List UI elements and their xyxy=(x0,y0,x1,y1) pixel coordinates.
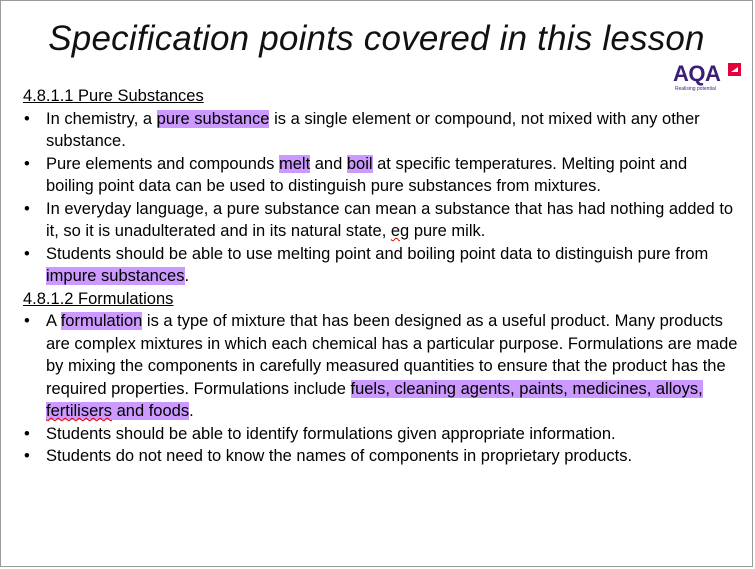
text: pure milk. xyxy=(409,222,486,240)
logo-wordmark: AQA xyxy=(673,61,721,86)
spellcheck-word: eg xyxy=(390,222,410,240)
section-heading-formulations: 4.8.1.2 Formulations xyxy=(23,289,174,308)
list-item xyxy=(23,108,738,153)
pure-substances-list xyxy=(23,108,738,288)
text: . xyxy=(189,402,194,420)
list-item xyxy=(23,445,738,468)
text: A xyxy=(46,312,61,330)
highlighted-term: fertilisers xyxy=(46,402,113,420)
text: is a type of mixture that has been designed as a useful product. Many products are complex mixtures in which each chemical has a particular purpose. Formulations are made by mixing the components in carefully measured quantities to ensure that the product has the required properties. Formulations include xyxy=(46,312,738,398)
text: In chemistry, a xyxy=(46,109,157,128)
slide-title: Specification points covered in this lesson xyxy=(48,19,705,58)
text: Pure elements and compounds xyxy=(46,154,279,173)
list-item xyxy=(23,310,738,423)
text: is a single element or compound, not mixed with any other substance. xyxy=(46,109,700,150)
logo-tagline: Realising potential xyxy=(675,86,716,92)
text: Students should be able to identify formulations given appropriate information. xyxy=(46,424,616,443)
highlighted-term: melt xyxy=(278,154,311,173)
text: In everyday language, a pure substance can mean a substance that has had nothing added to it, so it is unadulterated and in its natural state, xyxy=(46,199,734,240)
text: . xyxy=(184,267,190,285)
highlighted-term: impure substances xyxy=(46,267,185,285)
list-item xyxy=(23,153,738,198)
section-heading-pure-substances: 4.8.1.1 Pure Substances xyxy=(23,87,204,105)
list-item xyxy=(23,243,738,288)
text: and xyxy=(310,154,347,173)
formulations-list xyxy=(23,310,738,468)
highlighted-term: boil xyxy=(346,154,373,173)
list-item xyxy=(23,198,738,243)
list-item xyxy=(23,423,738,446)
highlighted-term: and foods xyxy=(112,402,190,420)
highlighted-term: formulation xyxy=(60,312,143,330)
text: Students do not need to know the names of components in proprietary products. xyxy=(46,447,633,465)
text: at specific temperatures. Melting point and boiling point data can be used to distinguish pure substances from mixtures. xyxy=(46,154,688,195)
highlighted-term: fuels, cleaning agents, paints, medicines, alloys, xyxy=(350,379,703,398)
slide-body xyxy=(23,85,738,468)
text: Students should be able to use melting point and boiling point data to distinguish pure from xyxy=(46,244,709,263)
flag-icon xyxy=(728,63,741,76)
highlighted-term: pure substance xyxy=(156,109,270,128)
